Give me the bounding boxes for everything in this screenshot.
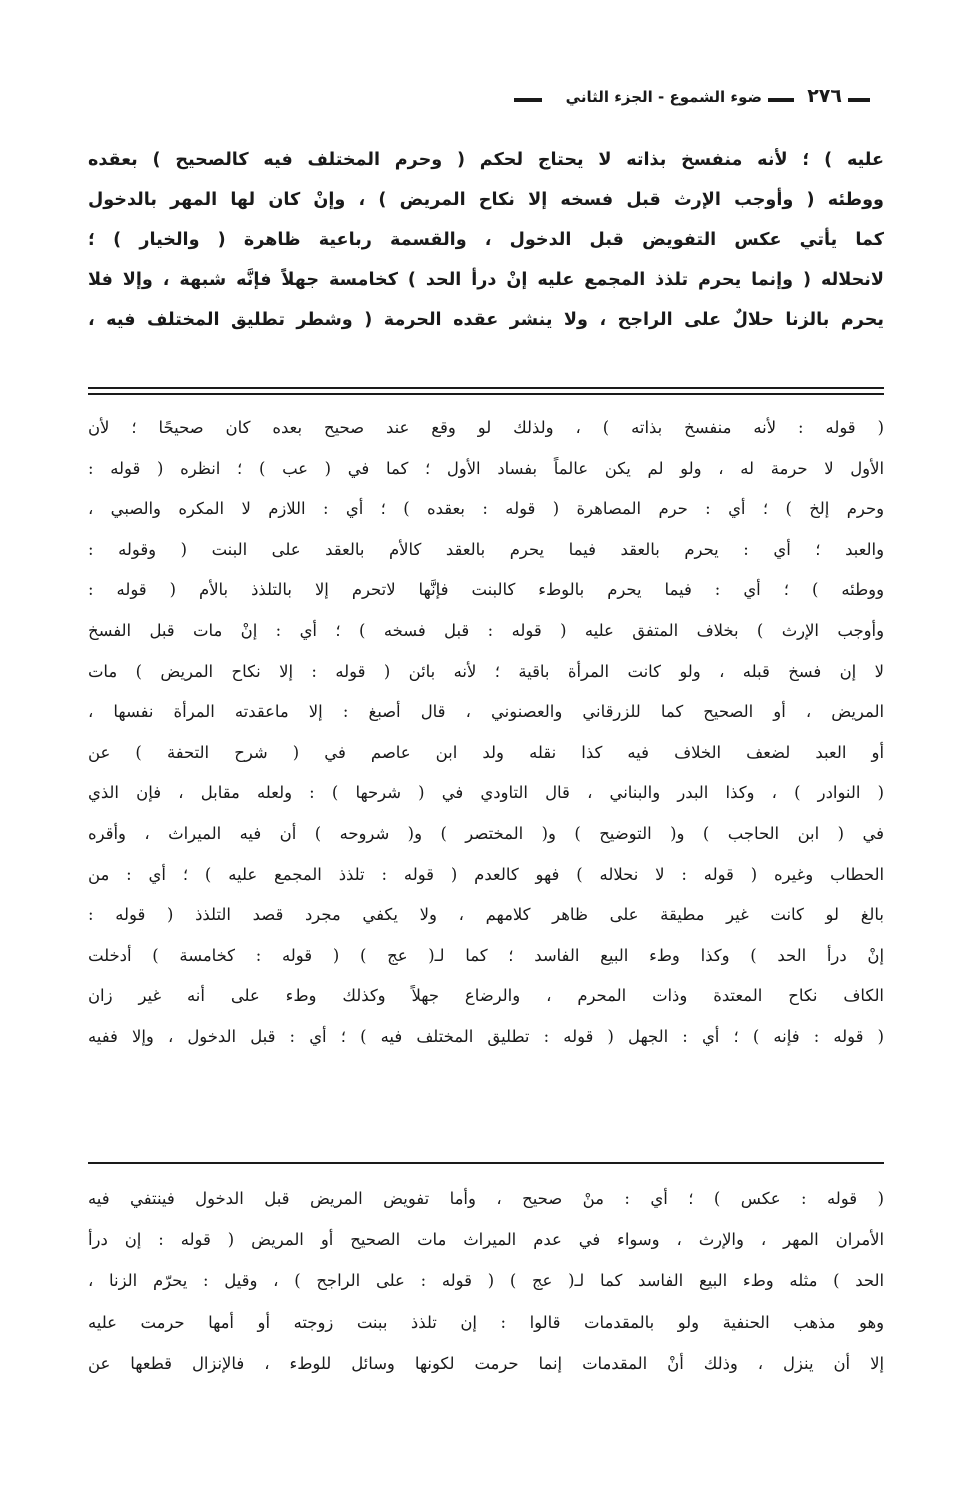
main-text [88,140,884,340]
main-line: كما يأتي عكس التفويض قبل الدخول ، والقسمة رباعية ظاهرة ( والخيار ) ؛ [88,230,884,250]
commentary-line: بالغ لو كانت غير مطيقة على ظاهر كلامهم ، ولا يكفي مجرد قصد التلذذ ( قوله : [88,905,884,925]
commentary-line: وحرم إلخ ) ؛ أي : حرم المصاهرة ( قوله : بعقده ) ؛ أي : اللازم لا المكره والصبي ، [88,499,884,519]
double-rule-bottom [88,393,884,395]
running-title: ضوء الشموع - الجزء الثاني [565,88,762,106]
commentary-line: ( قوله : لأنه منفسخ بذاته ) ، ولذلك لو وقع عند صحيح بعده كان صحيحًا ؛ لأن [88,418,884,437]
footnote-line: الحد ) مثله وطء البيع الفاسد كما لـ( عج ) ( قوله : على الراجح ) ، وقيل : يحرّم الزنا ، [88,1271,884,1291]
commentary-line: الأول لا حرمة له ، ولو لم يكن عالماً بفساد الأول ؛ كما في ( عب ) ؛ انظره ( قوله : [88,458,884,478]
page-header [0,82,962,112]
main-line: ووطئه ( وأوجب الإرث قبل فسخه إلا نكاح المريض ) ، وإنْ كان لها المهر بالدخول [88,190,884,210]
double-rule-top [88,387,884,389]
commentary-line: ووطئه ) ؛ أي : فيما يحرم بالوطء كالبنت فإنَّها لاتحرم إلا بالتلذذ بالأم ( قوله : [88,580,884,600]
commentary-line: الحطاب وغيره ( قوله : لا نحلاله ) فهو كالعدم ( قوله : تلذذ المجمع عليه ) ؛ أي : من [88,864,884,884]
commentary-line: المريض ، أو الصحيح كما للزرقاني والعصنوني ، قال أصبغ : إلا ماعقدته المرأة نفسها ، [88,702,884,722]
footnote-line: الأمران المهر ، والإرث ، وسواء في عدم الميراث مات الصحيح أو المريض ( قوله : إن درأ [88,1230,884,1250]
footnote-rule [88,1162,884,1164]
commentary-line: إنْ درأ الحد ) وكذا وطء البيع الفاسد ؛ كما لـ( عج ) ( قوله : كخامسة ) أدخلت [88,945,884,965]
commentary-line: لا إن فسخ قبله ، ولو كانت المرأة باقية ؛ لأنه بائن ( قوله : إلا نكاح المريض ) مات [88,661,884,681]
main-line: يحرم بالزنا حلالٌ على الراجح ، ولا ينشر عقده الحرمة ( وشطر تطليق المختلف فيه ، [88,310,884,330]
footnote-line: وهو مذهب الحنفية ولو بالمقدمات قالوا : إن تلذذ ببنت زوجته أو أمها حرمت عليه [88,1312,884,1332]
commentary-line: ( النوادر ) ، وكذا البدر والبناني ، قال التاودي في ( شرحها ) : ولعله مقابل ، فإن الذي [88,783,884,803]
commentary-line: والعبد ؛ أي : يحرم بالعقد فيما يحرم بالعقد كالأم بالعقد على البنت ( وقوله : [88,539,884,559]
footnote-line: ( قوله : عكس ) ؛ أي : منْ صحيح ، وأما تفويض المريض قبل الدخول فينتفي فيه [88,1189,884,1208]
header-dash [514,98,542,102]
footnote-line: إلا أن ينزل ، وذلك أنْ المقدمات إنما حرمت لكونها وسائل للوطء ، فالإنزال قطعها عن [88,1353,884,1373]
commentary-line: أو العبد لضعف الخلاف فيه كذا نقله ولد ابن عاصم في ( شرح التحفة ) عن [88,742,884,762]
commentary-line: في ( ابن الحاجب ) و( التوضيح ) و( المختصر ) و( شروحه ) أن فيه الميراث ، وأقره [88,823,884,843]
footnotes [88,1178,884,1384]
commentary-line: الكاف نكاح المعتدة وذات المحرم ، والرضاع جهلاً وكذلك وطء على أنه غير زان [88,986,884,1006]
commentary [88,408,884,1058]
commentary-line: وأوجب الإرث ) بخلاف المتفق عليه ( قوله : قبل فسخه ) ؛ أي : إنْ مات قبل الفسخ [88,620,884,640]
main-line: لانحلاله ( وإنما يحرم تلذذ المجمع عليه إنْ درأ الحد ) كخامسة جهلاً فإنَّه شبهة ، وإلا فلا [88,270,884,290]
page-number: ٢٧٦ [807,85,842,107]
commentary-line: ( قوله : فإنه ) ؛ أي : الجهل ( قوله : تطليق المختلف فيه ) ؛ أي : قبل الدخول ، وإلا ففيه [88,1026,884,1046]
header-dash [848,98,870,102]
main-line: عليه ) ؛ لأنه منفسخ بذاته لا يحتاج لحكم ( وحرم المختلف فيه كالصحيح ) بعقده [88,150,884,170]
header-dash [768,98,794,102]
